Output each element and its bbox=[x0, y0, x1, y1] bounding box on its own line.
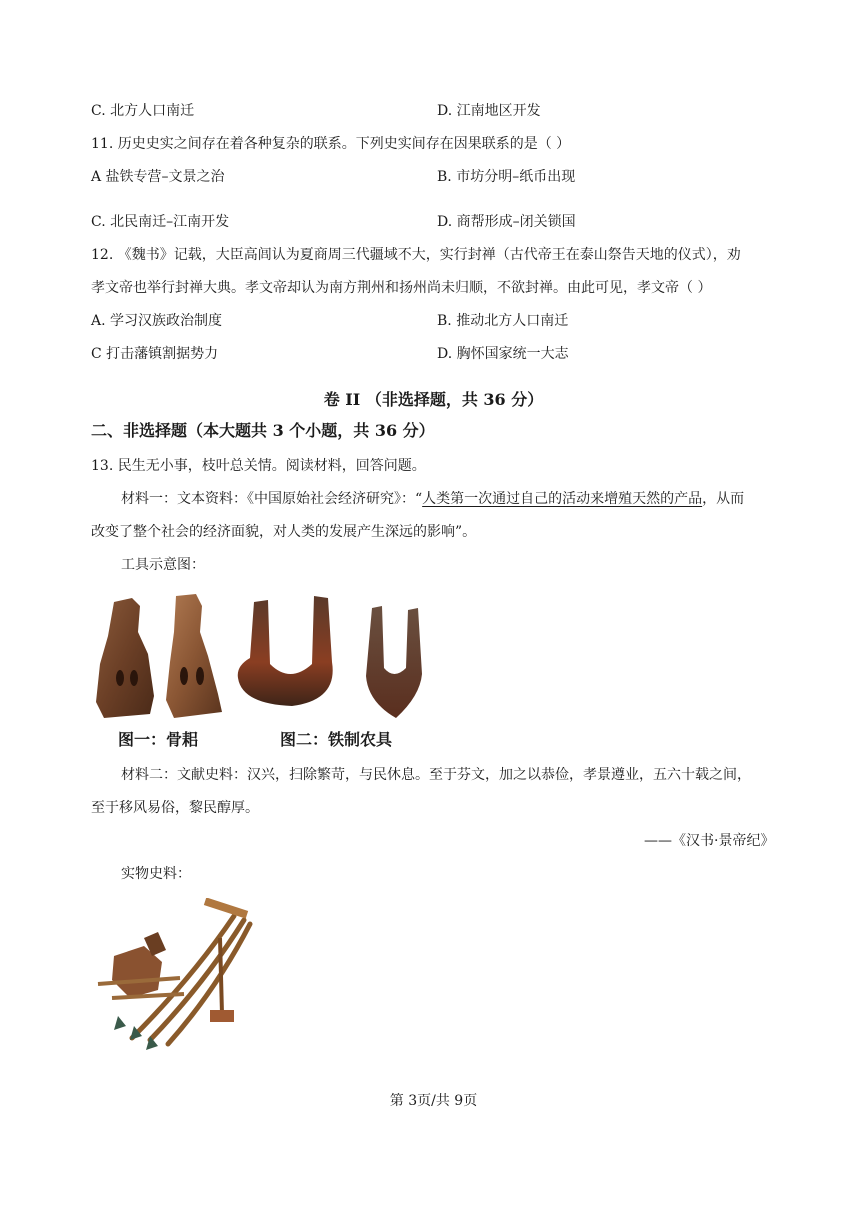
q12-option-d: D. 胸怀国家统一大志 bbox=[437, 346, 569, 362]
q10-option-d: D. 江南地区开发 bbox=[437, 103, 541, 119]
tool-diagram-label: 工具示意图： bbox=[121, 557, 205, 573]
material1-line1 bbox=[121, 489, 744, 509]
q12-option-b: B. 推动北方人口南迁 bbox=[437, 313, 569, 329]
q13-stem: 13. 民生无小事，枝叶总关情。阅读材料，回答问题。 bbox=[91, 458, 426, 474]
part2-title: 卷 II （非选择题，共 36 分） bbox=[323, 390, 544, 409]
figure1-caption: 图一：骨耜 bbox=[118, 730, 199, 749]
q12-option-a: A. 学习汉族政治制度 bbox=[91, 313, 223, 329]
q11-option-b: B. 市坊分明–纸币出现 bbox=[437, 169, 576, 185]
q12-option-c: C 打击藩镇割据势力 bbox=[91, 346, 219, 362]
part2-heading: 二、非选择题（本大题共 3 个小题，共 36 分） bbox=[91, 421, 435, 440]
figure2-caption: 图二：铁制农具 bbox=[280, 730, 393, 749]
material2-line2: 至于移风易俗，黎民醇厚。 bbox=[91, 800, 259, 816]
material1-line2: 改变了整个社会的经济面貌，对人类的发展产生深远的影响”。 bbox=[91, 524, 477, 540]
material1-underlined: 人类第一次通过自己的活动来增殖天然的产品 bbox=[422, 491, 703, 507]
q12-stem-line2: 孝文帝也举行封禅大典。孝文帝却认为南方荆州和扬州尚未归顺，不欲封禅。由此可见，孝文帝（ ） bbox=[91, 280, 712, 296]
material1-suffix: ，从而 bbox=[702, 491, 745, 507]
q10-option-c: C. 北方人口南迁 bbox=[91, 103, 195, 119]
seed-drill-image bbox=[92, 898, 254, 1058]
material2-line1: 材料二：文献史料：汉兴，扫除繁苛，与民休息。至于芬文，加之以恭俭，孝景遵业，五六十载之间， bbox=[121, 767, 751, 783]
iron-tools-image bbox=[234, 592, 440, 724]
q11-option-a: A 盐铁专营–文景之治 bbox=[91, 169, 225, 185]
q12-stem-line1: 12. 《魏书》记载，大臣高闾认为夏商周三代疆域不大，实行封禅（古代帝王在泰山祭告天地的仪式），劝 bbox=[91, 247, 741, 263]
q11-option-c: C. 北民南迁–江南开发 bbox=[91, 214, 230, 230]
physical-material-label: 实物史料： bbox=[121, 866, 191, 882]
q11-stem: 11. 历史史实之间存在着各种复杂的联系。下列史实间存在因果联系的是（ ） bbox=[91, 136, 571, 152]
q11-option-d: D. 商帮形成–闭关锁国 bbox=[437, 214, 576, 230]
page-footer: 第 3页/共 9页 bbox=[389, 1093, 478, 1109]
material2-source: ——《汉书·景帝纪》 bbox=[644, 833, 775, 849]
bone-spade-image bbox=[92, 592, 232, 724]
material1-prefix: 材料一：文本资料：《中国原始社会经济研究》：“ bbox=[121, 491, 423, 507]
